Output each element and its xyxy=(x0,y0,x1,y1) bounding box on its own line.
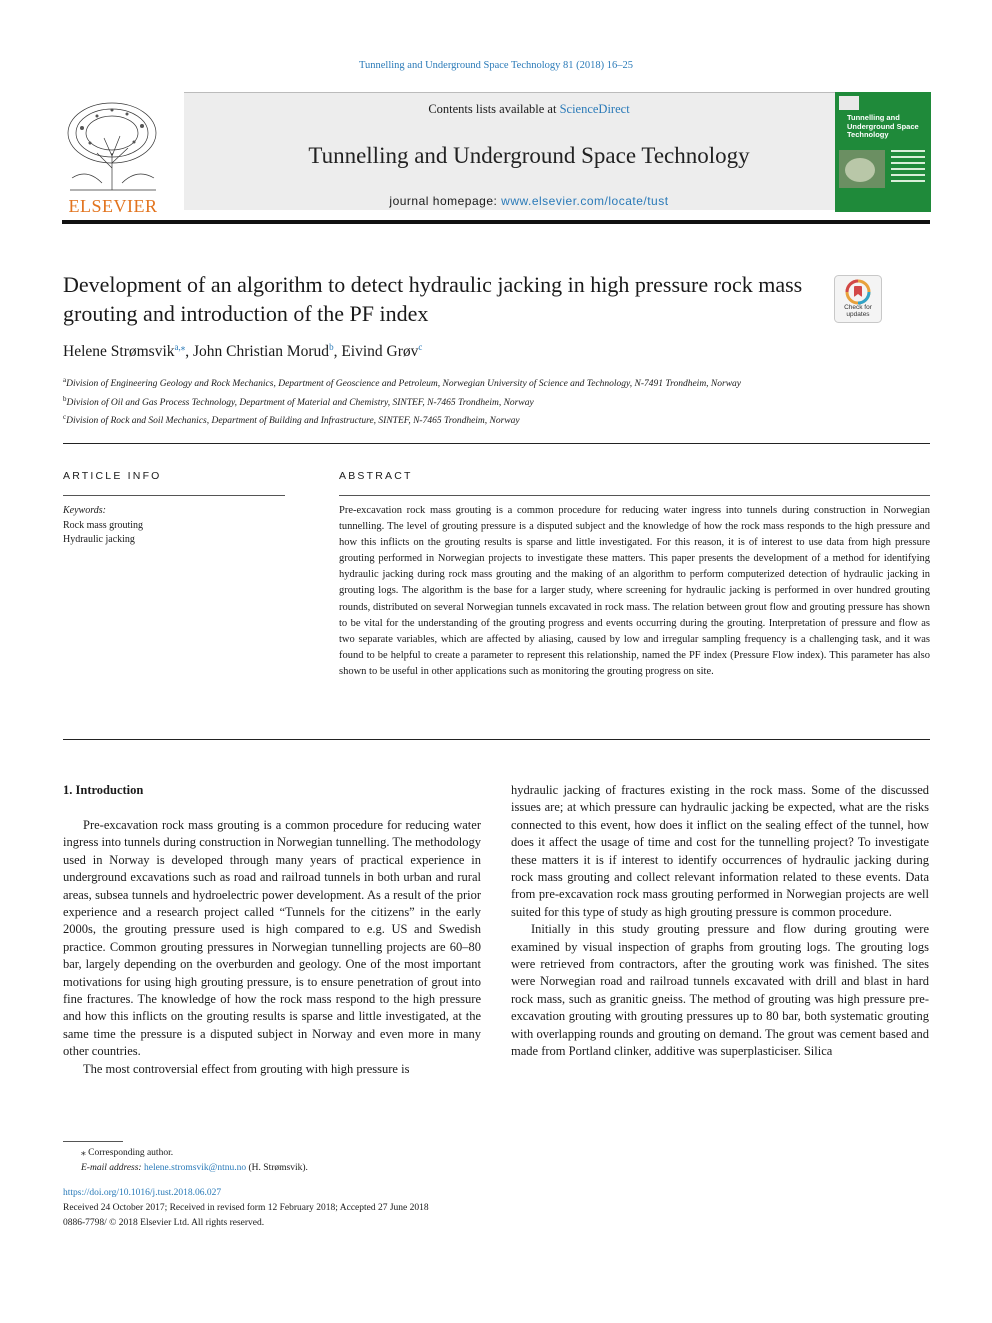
author-affiliation-mark[interactable]: a,⁎ xyxy=(174,342,186,352)
body-paragraph: Initially in this study grouting pressure and flow during grouting were examined by visual inspection of graphs from grouting logs. The grouting logs were retrieved from contractors, after the grouting work was finished. The sites were Norwegian road and railroad tunnels excavated with drill and blast in hard rock mass, such as granitic gneiss. The method of grouting was high pressure pre-excavation grouting with grouting pressures up to 80 bar, both systematic grouting with overlapping rounds and grouting on demand. The grout was cement based and made from Portland clinker, additive was superplasticiser. Silica xyxy=(511,922,929,1059)
homepage-line xyxy=(184,194,874,208)
abstract-heading: ABSTRACT xyxy=(339,470,413,482)
article-info-rule xyxy=(63,495,285,496)
journal-cover-thumbnail[interactable] xyxy=(835,92,931,212)
elsevier-logo[interactable] xyxy=(62,98,164,214)
affiliation-text: Division of Rock and Soil Mechanics, Department of Building and Infrastructure, SINTEF, N-7465 Trondheim, Norway xyxy=(66,416,520,427)
affiliation xyxy=(63,373,823,392)
email-link[interactable]: helene.stromsvik@ntnu.no xyxy=(143,1163,247,1173)
author-name[interactable]: Eivind Grøv xyxy=(341,343,419,361)
keyword: Hydraulic jacking xyxy=(63,534,135,545)
keywords-label: Keywords: xyxy=(63,505,106,516)
journal-banner xyxy=(184,92,874,210)
section-heading-introduction: 1. Introduction xyxy=(63,783,144,797)
affiliation-mark: b xyxy=(63,394,67,403)
keyword: Rock mass grouting xyxy=(63,519,143,531)
body-paragraph: Pre-excavation rock mass grouting is a common procedure for reducing water ingress into tunnels during construction in Norwegian tunnelling. The methodology used in Norway is developed through many years of practical experience in underground excavations such as road and railroad tunnels in both urban and rural areas, subsea tunnels and hydroelectric power development. As a result of the prior experience and a research project called “Tunnels for the citizens” in the early 2000s, the grouting pressure used is high compared to e.g. US and Swedish practice. Common grouting pressures in Norwegian tunnelling projects are 60–80 bar, largely depending on the overburden and geology. One of the most important motivations for using high grouting pressure, is to ensure penetration of grout into fine fractures. The knowledge of how the rock mass respond to the high pressure and how this inflicts on the grouting results is sparse and little investigated, at the same time the pressure is a disputed subject in Norway and even more in many other countries. xyxy=(63,818,481,1059)
abstract-text: Pre-excavation rock mass grouting is a common procedure for reducing water ingress into tunnels during construction in Norwegian tunnelling. The level of grouting pressure is a disputed subject and the knowledge of how the rock mass responds to the high pressure and how this inflicts on the grouting results is sparse and little investigated. For this reason, it is of interest to use data from high pressure grouting performed in Norwegian projects to investigate these matters. This paper presents the development of a method for identifying hydraulic jacking during rock mass grouting and the making of an algorithm to perform computerized detection of hydraulic jacking in grouting logs. The algorithm is the base for a larger study, where screening for hydraulic jacking is performed in over hundred grouting rounds, distributed on several Norwegian tunnels excavated in rock mass. The relation between grout flow and grouting pressure has shown to be vital for the understanding of the grouting progress and events occurring during the grouting. Interpretation of pressure and flow as two separate variables, which are affected by aliasing, caused by low and irregular sampling frequency is a challenging task, and it was found to be helpful to create a parameter to represent this relationship, named the PF index (Pressure Flow index). This parameter has also shown to be useful in other applications such as monitoring the grouting progress on site. xyxy=(339,505,930,677)
masthead-rule xyxy=(62,220,930,224)
cover-title: Tunnelling and Underground Space Technology xyxy=(847,113,919,139)
body-left-column xyxy=(63,817,481,1078)
author-name[interactable]: John Christian Morud xyxy=(193,343,330,361)
email-suffix: (H. Strømsvik). xyxy=(246,1163,308,1173)
badge-label: Check for updates xyxy=(844,304,872,318)
affiliation-mark: c xyxy=(63,413,67,422)
body-paragraph: hydraulic jacking of fractures existing in the rock mass. Some of the discussed issues are; at which pressure can hydraulic jacking be expected, what are the risks connected to this event, how does it inflict on the sealing effect of the tunnel, how does it affect the usage of time and cost for the tunnelling project? To investigate these matters it is if interest to identify occurrences of hydraulic jacking during rock mass grouting and collect relevant information related to these events. Data from pre-excavation rock mass grouting performed in Norwegian projects are well suited for this type of study as high grouting pressure is common procedure. xyxy=(511,783,929,919)
publisher-name: ELSEVIER xyxy=(68,196,158,216)
abstract-rule xyxy=(339,495,930,496)
journal-masthead xyxy=(62,92,932,216)
email-label: E-mail address: xyxy=(81,1163,144,1173)
affiliation xyxy=(63,392,823,411)
email-note xyxy=(81,1161,581,1176)
homepage-link[interactable]: www.elsevier.com/locate/tust xyxy=(501,194,669,208)
sciencedirect-link[interactable]: ScienceDirect xyxy=(559,102,630,116)
footnote-rule xyxy=(63,1141,123,1142)
affiliation-mark: a xyxy=(63,376,67,384)
body-right-column xyxy=(511,782,929,1061)
article-title: Development of an algorithm to detect hydraulic jacking in high pressure rock mass grouting and introduction of the PF index xyxy=(63,272,803,326)
homepage-prefix: journal homepage: xyxy=(389,194,502,208)
keywords-block xyxy=(63,504,285,548)
affiliations-rule xyxy=(63,443,930,444)
doi-link[interactable]: https://doi.org/10.1016/j.tust.2018.06.027 xyxy=(63,1188,222,1198)
article-metadata xyxy=(63,1186,763,1231)
received-dates: Received 24 October 2017; Received in revised form 12 February 2018; Accepted 27 June 2018 xyxy=(63,1203,429,1213)
affiliation-text: Division of Oil and Gas Process Technology, Department of Material and Chemistry, SINTEF, N-7465 Trondheim, Norway xyxy=(66,397,534,408)
abstract-end-rule xyxy=(63,739,930,740)
author-list: Helene Strømsvik$^{a,⁎}$, John Christian Morud$^b$, Eivind Grøv$^c$ xyxy=(63,342,423,361)
author-name[interactable]: Helene Strømsvik xyxy=(63,343,175,361)
affiliation xyxy=(63,410,823,429)
check-for-updates-badge[interactable] xyxy=(834,275,882,323)
journal-citation[interactable]: Tunnelling and Underground Space Technology 81 (2018) 16–25 xyxy=(358,60,634,71)
cover-contents-list xyxy=(891,150,925,188)
affiliation-text: Division of Engineering Geology and Rock Mechanics, Department of Geoscience and Petroleum, Norwegian University of Science and Technology, N-7491 Trondheim, Norway xyxy=(66,379,742,390)
contents-prefix: Contents lists available at xyxy=(428,102,560,116)
body-paragraph: The most controversial effect from grouting with high pressure is xyxy=(83,1061,410,1076)
corresponding-author-note: ⁎ Corresponding author. xyxy=(81,1148,174,1158)
author-affiliation-mark[interactable]: c xyxy=(418,342,423,352)
contents-line xyxy=(184,102,874,117)
article-info-heading: ARTICLE INFO xyxy=(63,470,162,482)
footnote-block xyxy=(81,1146,581,1176)
affiliations xyxy=(63,373,823,429)
copyright-line: 0886-7798/ © 2018 Elsevier Ltd. All rights reserved. xyxy=(63,1218,265,1228)
cover-logo-mark xyxy=(839,96,859,110)
cover-photo xyxy=(839,150,885,188)
journal-title: Tunnelling and Underground Space Technology xyxy=(308,143,750,168)
author-affiliation-mark[interactable]: b xyxy=(329,342,334,352)
